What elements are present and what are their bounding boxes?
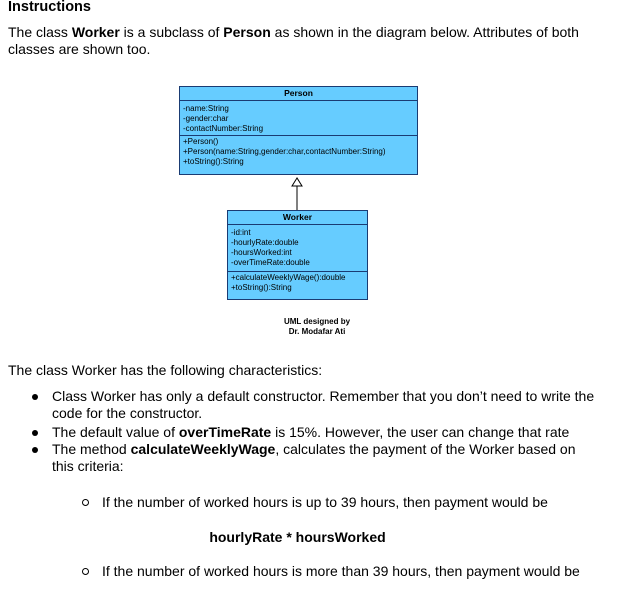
intro-bold-worker: Worker bbox=[71, 24, 120, 40]
uml-worker-title: Worker bbox=[228, 211, 367, 225]
inheritance-arrowhead bbox=[292, 178, 302, 186]
inheritance-arrow bbox=[289, 176, 305, 212]
uml-method: +Person() bbox=[183, 137, 219, 146]
uml-credit-line1: UML designed by bbox=[283, 317, 351, 326]
uml-worker-class bbox=[227, 210, 368, 300]
uml-attribute: -hoursWorked:int bbox=[231, 248, 292, 257]
intro-bold-person: Person bbox=[223, 24, 271, 40]
intro-text-1: The class bbox=[8, 24, 72, 40]
uml-method: +toString():String bbox=[231, 283, 292, 292]
intro-paragraph bbox=[8, 24, 608, 58]
intro-text-2: is a subclass of bbox=[119, 24, 224, 40]
uml-attribute: -name:String bbox=[183, 104, 229, 113]
uml-credit-line2: Dr. Modafar Ati bbox=[288, 327, 346, 336]
intro-text-3: as shown in the diagram below. Attributes of both classes are shown too. bbox=[8, 24, 579, 57]
uml-attribute: -overTimeRate:double bbox=[231, 258, 310, 267]
circle-bullet bbox=[82, 499, 89, 506]
sub-item-text: If the number of worked hours is up to 39 hours, then payment would be bbox=[102, 494, 548, 510]
characteristics-heading: The class Worker has the following characteristics: bbox=[8, 362, 323, 378]
bullet-bold: overTimeRate bbox=[178, 424, 272, 440]
list-item bbox=[30, 441, 600, 475]
bullet-text: is 15%. However, the user can change that rate bbox=[271, 424, 570, 440]
uml-person-class bbox=[179, 86, 418, 175]
uml-credit bbox=[262, 317, 372, 337]
bullet-text: Class Worker has only a default constructor. Remember that you don’t need to write the code for the constructor. bbox=[52, 388, 595, 421]
uml-attribute: -id:int bbox=[231, 228, 251, 237]
circle-bullet bbox=[82, 568, 89, 575]
instructions-heading: Instructions bbox=[8, 0, 91, 15]
uml-attribute: -contactNumber:String bbox=[183, 124, 264, 133]
uml-method: +calculateWeeklyWage():double bbox=[231, 273, 346, 282]
uml-person-methods bbox=[180, 135, 417, 168]
sub-item-2 bbox=[82, 563, 629, 580]
uml-person-title: Person bbox=[180, 87, 417, 101]
bullet-text: , calculates the payment of the Worker based on this criteria: bbox=[52, 441, 576, 474]
list-item bbox=[30, 424, 600, 441]
sub-item-1 bbox=[82, 494, 622, 511]
uml-person-attributes bbox=[180, 101, 417, 135]
sub-item-text: If the number of worked hours is more than 39 hours, then payment would be bbox=[102, 563, 580, 579]
uml-method: +toString():String bbox=[183, 157, 244, 166]
uml-method: +Person(name:String,gender:char,contactNumber:String) bbox=[183, 147, 386, 156]
bullet-dot bbox=[32, 430, 38, 436]
bullet-bold: calculateWeeklyWage bbox=[130, 441, 276, 457]
list-item bbox=[30, 388, 600, 422]
uml-attribute: -hourlyRate:double bbox=[231, 238, 299, 247]
bullet-dot bbox=[32, 394, 38, 400]
uml-attribute: -gender:char bbox=[183, 114, 229, 123]
bullet-text: The default value of bbox=[52, 424, 179, 440]
uml-worker-attributes bbox=[228, 225, 367, 271]
uml-worker-methods bbox=[228, 271, 367, 294]
characteristics-list bbox=[30, 388, 600, 475]
bullet-text: The method bbox=[52, 441, 131, 457]
bullet-dot bbox=[32, 447, 38, 453]
formula-up-to-39: hourlyRate * hoursWorked bbox=[209, 529, 386, 545]
